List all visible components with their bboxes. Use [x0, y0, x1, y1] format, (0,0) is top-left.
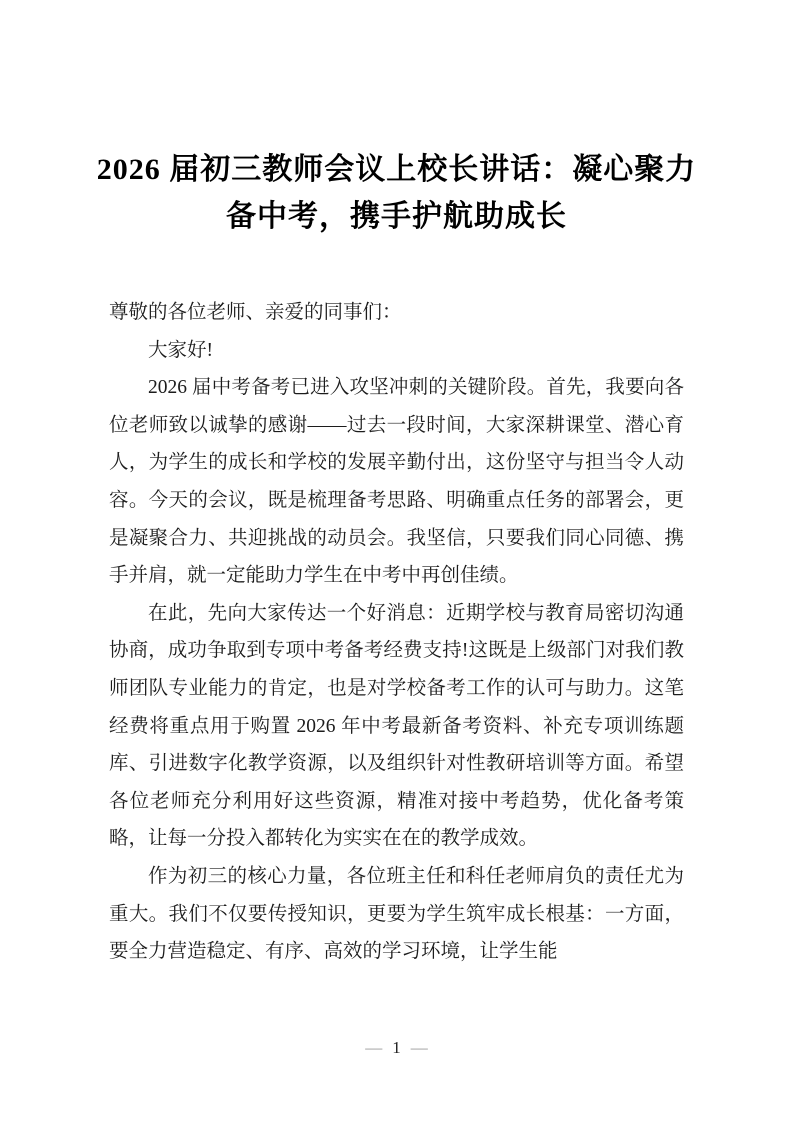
- document-title: 2026 届初三教师会议上校长讲话：凝心聚力备中考，携手护航助成长: [96, 153, 697, 233]
- footer-page-number: 1: [392, 1038, 401, 1057]
- paragraph-good-news: 在此，先向大家传达一个好消息：近期学校与教育局密切沟通协商，成功争取到专项中考备考经费支持!这既是上级部门对我们教师团队专业能力的肯定，也是对学校备考工作的认可与助力。这笔经费将重点用于购置 2026 年中考最新备考资料、补充专项训练题库、引进数字化教学资源，以及组织针对性教研培训等方面。希望各位老师充分利用好这些资源，精准对接中考趋势，优化备考策略，让每一分投入都转化为实实在在的教学成效。: [109, 602, 684, 850]
- page-footer: [0, 1038, 793, 1058]
- salutation-line: 尊敬的各位老师、亲爱的同事们：: [109, 302, 402, 323]
- paragraph-responsibility: 作为初三的核心力量，各位班主任和科任老师肩负的责任尤为重大。我们不仅要传授知识，更要为学生筑牢成长根基：一方面，要全力营造稳定、有序、高效的学习环境，让学生能: [109, 865, 684, 963]
- footer-dash-right: —: [410, 1038, 428, 1057]
- footer-dash-left: —: [365, 1038, 383, 1057]
- document-body: [109, 294, 684, 971]
- paragraph-greeting: 大家好!: [148, 339, 213, 361]
- paragraph-opening: 2026 届中考备考已进入攻坚冲刺的关键阶段。首先，我要向各位老师致以诚挚的感谢——过去一段时间，大家深耕课堂、潜心育人，为学生的成长和学校的发展辛勤付出，这份坚守与担当令人动容。今天的会议，既是梳理备考思路、明确重点任务的部署会，更是凝聚合力、共迎挑战的动员会。我坚信，只要我们同心同德、携手并肩，就一定能助力学生在中考中再创佳绩。: [109, 377, 684, 587]
